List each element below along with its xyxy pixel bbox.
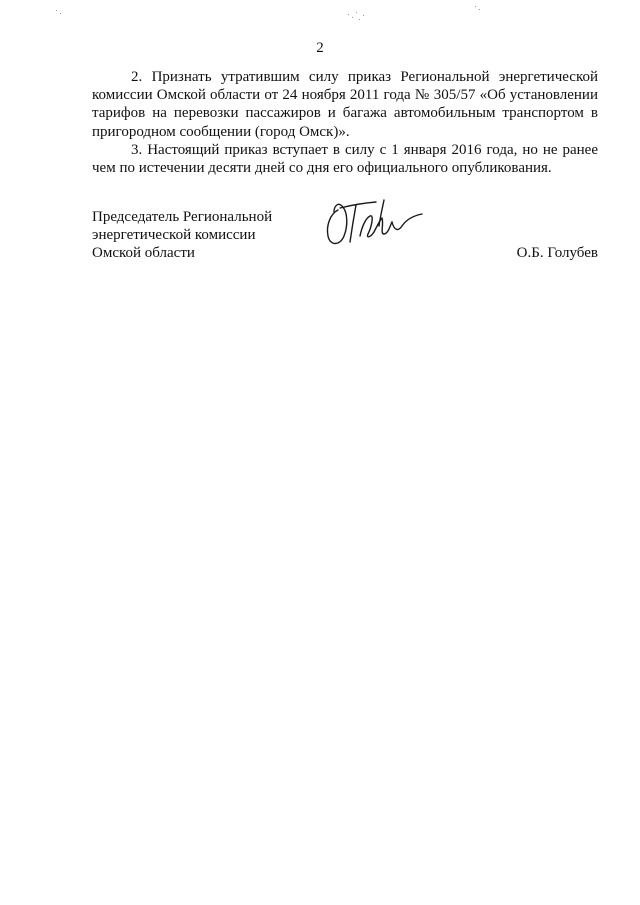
- paragraph-2-revoke-order: 2. Признать утратившим силу приказ Региональной энергетической комиссии Омской области от 24 ноября 2011 года № 305/57 «Об установлении тарифов на перевозки пассажиров и багажа автомобильным транспортом в пригородном сообщении (город Омск)».: [92, 69, 598, 140]
- signer-title-line: Омской области: [92, 245, 195, 261]
- signer-title-line: Председатель Региональной: [92, 209, 273, 225]
- page-number: 2: [316, 40, 324, 56]
- paragraph-3-effective-date: 3. Настоящий приказ вступает в силу с 1 января 2016 года, но не ранее чем по истечении десяти дней со дня его официального опубликования.: [92, 141, 598, 177]
- signer-name: О.Б. Голубев: [516, 245, 598, 261]
- signer-title-line: энергетической комиссии: [92, 227, 256, 243]
- scan-noise-marks: [0, 0, 640, 30]
- signer-title: [92, 208, 272, 262]
- order-body: [92, 68, 598, 177]
- handwritten-signature-icon: [322, 196, 428, 252]
- signature-block: [92, 208, 598, 268]
